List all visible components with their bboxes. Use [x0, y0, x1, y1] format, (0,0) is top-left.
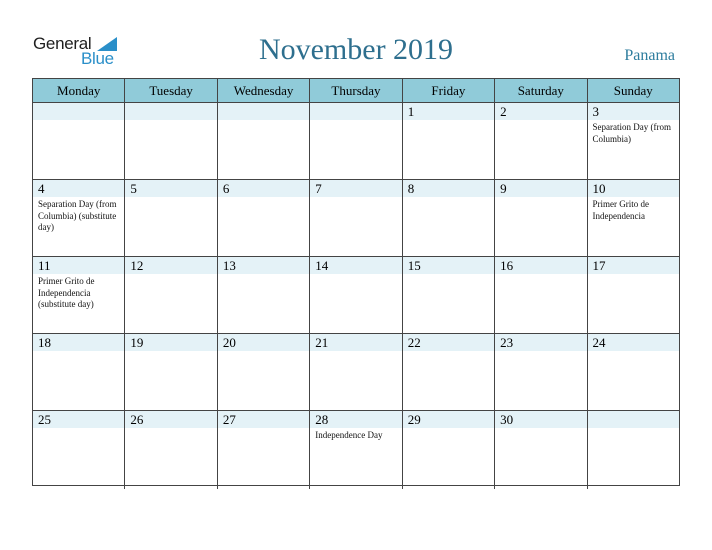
day-number: 7	[315, 181, 322, 196]
day-number: 25	[38, 412, 51, 427]
day-cell-band	[495, 103, 586, 120]
day-cell	[218, 180, 310, 256]
weekday-header: Monday	[33, 79, 125, 102]
day-cell	[218, 411, 310, 489]
day-cell	[403, 411, 495, 489]
holiday-label: Separation Day (from Columbia)	[592, 122, 672, 144]
day-cell	[125, 411, 217, 489]
day-number: 30	[500, 412, 514, 427]
day-cell	[588, 334, 679, 410]
day-cell	[310, 411, 402, 489]
day-cell	[125, 257, 217, 333]
day-cell	[33, 103, 125, 179]
day-cell	[403, 103, 495, 179]
week-row	[33, 411, 679, 489]
day-cell-band	[310, 180, 401, 197]
day-cell	[125, 334, 217, 410]
brand-word-blue: Blue	[81, 49, 114, 68]
weekday-header-row	[33, 79, 679, 103]
day-number: 18	[38, 335, 51, 350]
holiday-label: Independence Day	[315, 430, 383, 440]
day-number: 15	[407, 258, 421, 273]
day-number: 4	[38, 181, 45, 196]
country-name: Panama	[624, 47, 675, 64]
day-cell-band	[125, 103, 216, 120]
calendar-grid	[32, 78, 680, 486]
day-cell	[403, 257, 495, 333]
day-number: 27	[222, 412, 236, 427]
weekday-header: Wednesday	[218, 79, 310, 102]
day-cell	[218, 334, 310, 410]
day-number: 16	[500, 258, 514, 273]
day-number: 13	[222, 258, 236, 273]
weekday-header: Friday	[403, 79, 495, 102]
week-row	[33, 180, 679, 257]
day-cell	[495, 180, 587, 256]
day-cell-band	[588, 103, 679, 120]
day-cell	[33, 334, 125, 410]
week-row	[33, 103, 679, 180]
day-number: 19	[130, 335, 144, 350]
day-number: 8	[407, 181, 415, 196]
day-number: 10	[592, 181, 606, 196]
day-number: 3	[592, 104, 600, 119]
day-cell	[403, 180, 495, 256]
day-cell	[310, 103, 402, 179]
day-number: 29	[407, 412, 421, 427]
day-cell	[495, 334, 587, 410]
day-number: 26	[130, 412, 144, 427]
day-cell	[495, 103, 587, 179]
day-cell-band	[33, 103, 124, 120]
day-number: 20	[222, 335, 236, 350]
day-cell	[310, 334, 402, 410]
day-cell	[588, 180, 679, 256]
weekday-header: Thursday	[310, 79, 402, 102]
day-cell	[218, 103, 310, 179]
day-cell	[588, 411, 679, 489]
day-number: 5	[130, 181, 137, 196]
day-cell	[588, 103, 679, 179]
day-number: 28	[315, 412, 329, 427]
day-number: 6	[222, 181, 230, 196]
week-row	[33, 257, 679, 334]
day-number: 1	[407, 104, 415, 119]
day-number: 21	[315, 335, 329, 350]
day-cell-band	[33, 180, 124, 197]
day-cell	[403, 334, 495, 410]
day-number: 22	[407, 335, 421, 350]
day-cell	[588, 257, 679, 333]
weekday-header: Sunday	[613, 83, 653, 98]
weekday-header: Saturday	[495, 79, 587, 102]
day-cell	[310, 180, 402, 256]
day-cell-band	[403, 180, 494, 197]
day-cell	[125, 103, 217, 179]
weekday-header: Tuesday	[125, 79, 217, 102]
day-number: 17	[592, 258, 606, 273]
day-cell	[33, 411, 125, 489]
day-number: 12	[130, 258, 144, 273]
day-number: 2	[500, 104, 507, 119]
holiday-label: Primer Grito de Independencia (substitute day)	[38, 276, 95, 309]
day-cell	[495, 257, 587, 333]
day-number: 23	[500, 335, 514, 350]
day-cell	[218, 257, 310, 333]
day-cell-band	[403, 103, 494, 120]
day-cell	[33, 257, 125, 333]
calendar-title: November 2019	[258, 33, 454, 66]
day-number: 14	[315, 258, 329, 273]
holiday-label: Separation Day (from Columbia) (substitute day)	[38, 199, 117, 232]
day-cell-band	[218, 180, 309, 197]
day-cell-band	[588, 411, 679, 428]
day-cell	[495, 411, 587, 489]
day-number: 11	[38, 258, 51, 273]
holiday-label: Primer Grito de Independencia	[592, 199, 650, 221]
day-cell	[310, 257, 402, 333]
day-cell	[33, 180, 125, 256]
day-cell-band	[310, 103, 401, 120]
day-number: 24	[592, 335, 606, 350]
day-cell-band	[218, 103, 309, 120]
day-number: 9	[500, 181, 507, 196]
day-cell-band	[125, 180, 216, 197]
day-cell	[125, 180, 217, 256]
day-cell-band	[495, 180, 586, 197]
brand-word-general: General	[33, 34, 92, 53]
week-row	[33, 334, 679, 411]
